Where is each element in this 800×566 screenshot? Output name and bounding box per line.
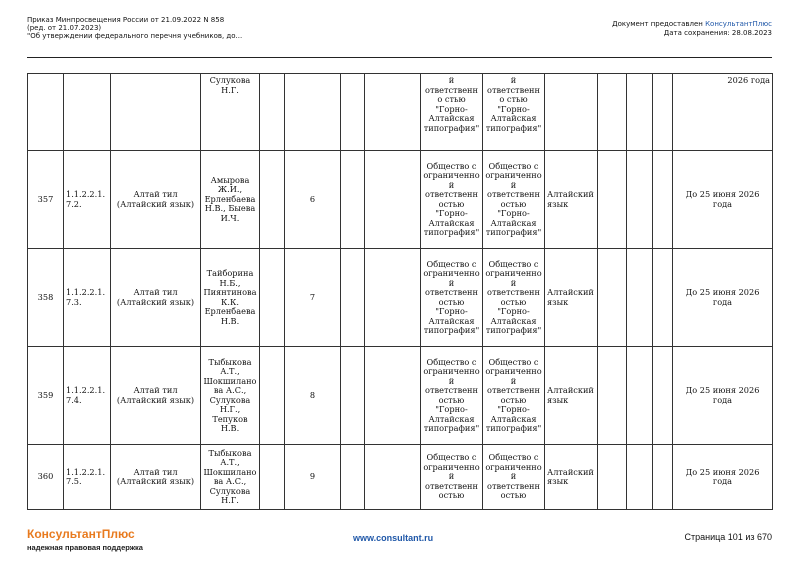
term-cell: До 25 июня 2026 года xyxy=(673,445,773,510)
publisher-cell: Общество с ограниченной ответственностью "Горно-Алтайская типография" xyxy=(421,347,483,445)
title-cell: Алтай тил (Алтайский язык) xyxy=(111,347,201,445)
title-cell: Алтай тил (Алтайский язык) xyxy=(111,445,201,510)
row-number-cell: 358 xyxy=(28,249,64,347)
row-number-cell: 359 xyxy=(28,347,64,445)
header-divider xyxy=(27,57,772,58)
provider-brand-link[interactable]: КонсультантПлюс xyxy=(705,20,772,28)
code-cell: 1.1.2.2.1.7.3. xyxy=(64,249,111,347)
language-cell: Алтайский язык xyxy=(545,151,598,249)
logo-tagline: надежная правовая поддержка xyxy=(27,543,143,552)
grade-cell: 9 xyxy=(285,445,341,510)
publisher-cell: Общество с ограниченной ответственностью "Горно-Алтайская типография" xyxy=(483,249,545,347)
document-header-left xyxy=(27,16,242,41)
publisher-cell: й ответственно стью "Горно-Алтайская типография" xyxy=(421,74,483,151)
order-title-line2: (ред. от 21.07.2023) xyxy=(27,24,102,33)
page-counter: Страница 101 из 670 xyxy=(684,532,772,542)
authors-cell: Тыбыкова А.Т., Шокшиланова А.С., Сулукова Н.Г. xyxy=(201,445,260,510)
publisher-cell: Общество с ограниченной ответственностью "Горно-Алтайская типография" xyxy=(421,151,483,249)
table-row xyxy=(28,445,773,510)
row-number-cell: 357 xyxy=(28,151,64,249)
table-row xyxy=(28,249,773,347)
row-number-cell: 360 xyxy=(28,445,64,510)
publisher-cell: Общество с ограниченной ответственностью xyxy=(421,445,483,510)
authors-cell: Тыбыкова А.Т., Шокшиланова А.С., Сулукова Н.Г., Тепуков Н.В. xyxy=(201,347,260,445)
title-cell: Алтай тил (Алтайский язык) xyxy=(111,249,201,347)
publisher-cell: Общество с ограниченной ответственностью xyxy=(483,445,545,510)
authors-cell: Амырова Ж.И., Ерленбаева Н.В., Быева И.Ч. xyxy=(201,151,260,249)
language-cell: Алтайский язык xyxy=(545,445,598,510)
term-cell: До 25 июня 2026 года xyxy=(673,347,773,445)
publisher-cell: Общество с ограниченной ответственностью "Горно-Алтайская типография" xyxy=(483,151,545,249)
logo-name: КонсультантПлюс xyxy=(27,527,135,541)
grade-cell: 6 xyxy=(285,151,341,249)
language-cell: Алтайский язык xyxy=(545,347,598,445)
table-row xyxy=(28,151,773,249)
site-link[interactable]: www.consultant.ru xyxy=(353,533,434,543)
code-cell: 1.1.2.2.1.7.4. xyxy=(64,347,111,445)
grade-cell: 8 xyxy=(285,347,341,445)
table-row xyxy=(28,347,773,445)
consultant-logo xyxy=(27,527,143,552)
term-cell: До 25 июня 2026 года xyxy=(673,151,773,249)
term-cell: 2026 года xyxy=(673,74,773,151)
publisher-cell: Общество с ограниченной ответственностью "Горно-Алтайская типография" xyxy=(483,347,545,445)
authors-cell: Сулукова Н.Г. xyxy=(201,74,260,151)
provided-by-text: Документ предоставлен xyxy=(612,20,706,28)
order-title-line1: Приказ Минпросвещения России от 21.09.2022 N 858 xyxy=(27,16,225,24)
code-cell: 1.1.2.2.1.7.2. xyxy=(64,151,111,249)
document-header-right xyxy=(612,20,772,38)
textbook-table xyxy=(27,73,773,510)
table-row xyxy=(28,74,773,151)
language-cell: Алтайский язык xyxy=(545,249,598,347)
authors-cell: Тайборина Н.Б., Пиянтинова К.К. Ерленбаева Н.В. xyxy=(201,249,260,347)
grade-cell: 7 xyxy=(285,249,341,347)
code-cell: 1.1.2.2.1.7.5. xyxy=(64,445,111,510)
save-date: Дата сохранения: 28.08.2023 xyxy=(663,29,772,37)
order-title-line3: "Об утверждении федерального перечня учебников, до... xyxy=(27,32,243,41)
title-cell: Алтай тил (Алтайский язык) xyxy=(111,151,201,249)
publisher-cell: й ответственно стью "Горно-Алтайская типография" xyxy=(483,74,545,151)
publisher-cell: Общество с ограниченной ответственностью "Горно-Алтайская типография" xyxy=(421,249,483,347)
term-cell: До 25 июня 2026 года xyxy=(673,249,773,347)
